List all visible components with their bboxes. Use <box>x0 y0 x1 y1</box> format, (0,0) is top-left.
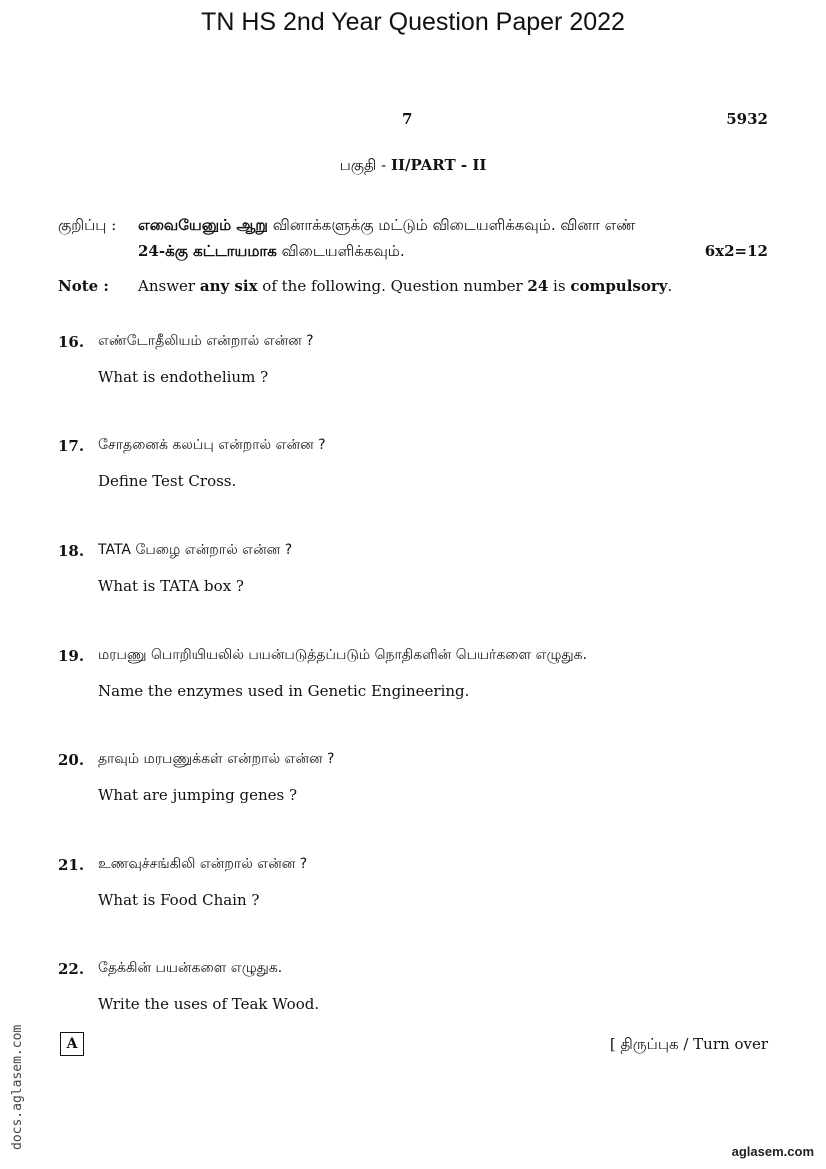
question-english: What are jumping genes ? <box>98 786 298 804</box>
question-number: 16. <box>58 333 85 351</box>
question-tamil: உணவுச்சங்கிலி என்றால் என்ன ? <box>98 856 308 872</box>
brand-watermark: aglasem.com <box>731 1144 814 1159</box>
question-tamil: எண்டோதீலியம் என்றால் என்ன ? <box>98 333 314 349</box>
question-number: 21. <box>58 856 85 874</box>
question-number: 22. <box>58 960 85 978</box>
question-english: What is endothelium ? <box>98 368 269 386</box>
note-bold-compulsory: compulsory <box>570 277 668 295</box>
question-tamil: தேக்கின் பயன்களை எழுதுக. <box>98 960 283 976</box>
question-english: What is TATA box ? <box>98 577 244 595</box>
tamil-note-line-1 <box>138 212 635 238</box>
english-note-label: Note : <box>58 277 109 295</box>
part-heading-tamil: பகுதி - <box>339 156 391 174</box>
note-text-4: . <box>667 277 673 295</box>
paper-code: 5932 <box>726 110 768 128</box>
question-english: Define Test Cross. <box>98 472 237 490</box>
question-number: 17. <box>58 437 85 455</box>
english-note-text <box>138 277 672 295</box>
question-tamil: தாவும் மரபணுக்கள் என்றால் என்ன ? <box>98 751 335 767</box>
question-number: 19. <box>58 647 85 665</box>
question-tamil: மரபணு பொறியியலில் பயன்படுத்தப்படும் நொதிகளின் பெயர்களை எழுதுக. <box>98 647 588 663</box>
tamil-note-line-2-bold: 24-க்கு கட்டாயமாக <box>138 242 277 260</box>
page-number: 7 <box>402 110 413 128</box>
note-bold-question-number: 24 <box>527 277 549 295</box>
tamil-note-line-2-text: விடையளிக்கவும். <box>276 242 405 260</box>
question-english: Name the enzymes used in Genetic Engineering. <box>98 682 470 700</box>
side-watermark: docs.aglasem.com <box>10 1024 25 1150</box>
question-number: 20. <box>58 751 85 769</box>
note-text-3: is <box>548 277 571 295</box>
note-text-2: of the following. Question number <box>257 277 528 295</box>
tamil-note-line-1-text: வினாக்களுக்கு மட்டும் விடையளிக்கவும். வினா எண் <box>267 216 636 234</box>
marks-allocation: 6x2=12 <box>704 242 768 260</box>
turn-over-label: [ திருப்புக / Turn over <box>609 1035 768 1053</box>
tamil-note-line-1-bold: எவையேனும் ஆறு <box>138 216 268 234</box>
question-tamil: சோதனைக் கலப்பு என்றால் என்ன ? <box>98 437 326 453</box>
part-heading-english: II/PART - II <box>390 156 487 174</box>
question-english: What is Food Chain ? <box>98 891 260 909</box>
question-english: Write the uses of Teak Wood. <box>98 995 320 1013</box>
note-bold-any-six: any six <box>199 277 258 295</box>
question-number: 18. <box>58 542 85 560</box>
series-box: A <box>60 1032 84 1056</box>
page-banner-title: TN HS 2nd Year Question Paper 2022 <box>201 8 625 36</box>
tamil-note-line-2 <box>138 238 405 264</box>
note-text-1: Answer <box>138 277 200 295</box>
part-heading <box>0 156 826 176</box>
tamil-note-label: குறிப்பு : <box>58 216 117 234</box>
question-tamil: TATA பேழை என்றால் என்ன ? <box>98 542 293 558</box>
